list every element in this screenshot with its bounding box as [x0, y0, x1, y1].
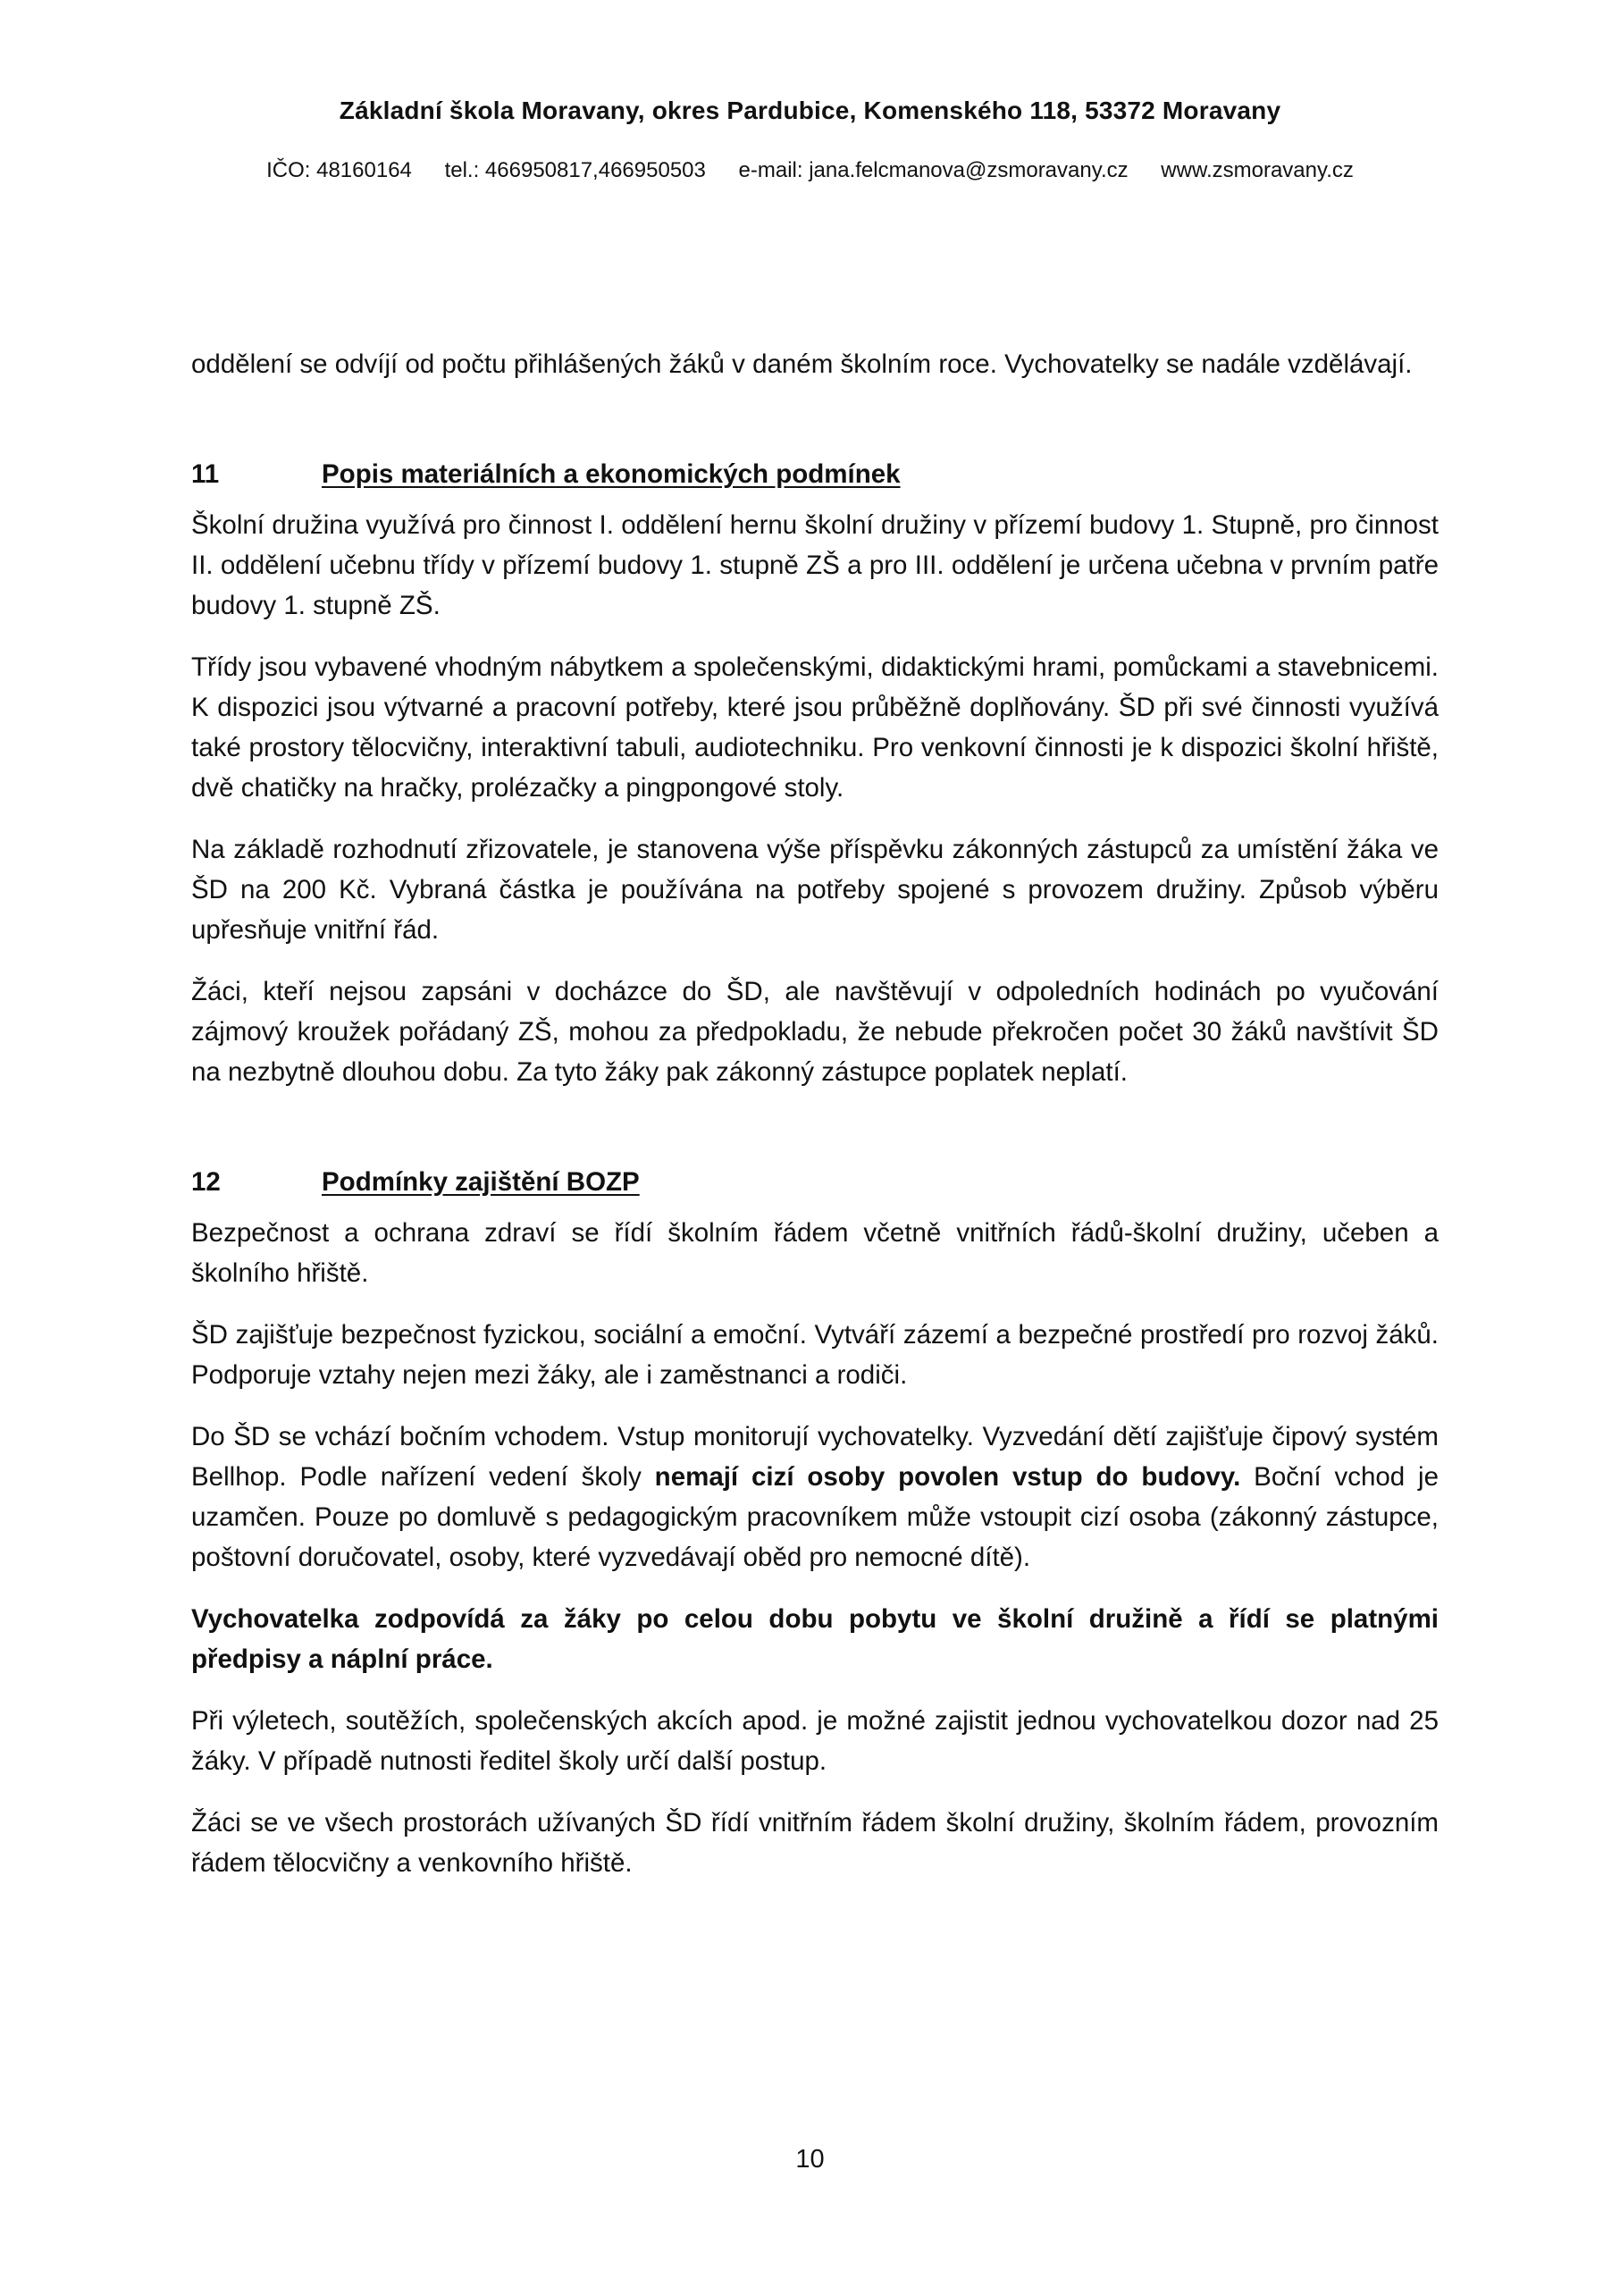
section-12-title: Podmínky zajištění BOZP	[322, 1167, 640, 1197]
section-12-paragraph-4	[191, 1599, 1439, 1679]
school-header-title: Základní škola Moravany, okres Pardubice, Komenského 118, 53372 Moravany	[339, 97, 1281, 124]
header-website: www.zsmoravany.cz	[1161, 158, 1354, 182]
section-11-heading	[191, 454, 1439, 494]
section-12-paragraph-1: Bezpečnost a ochrana zdraví se řídí školním řádem včetně vnitřních řádů-školní družiny, učeben a školního hřiště.	[191, 1218, 1439, 1288]
section-12-paragraph-4-bold: Vychovatelka zodpovídá za žáky po celou dobu pobytu ve školní družině a řídí se platnými předpisy a náplní práce.	[191, 1604, 1439, 1674]
section-12-paragraph-3-end: Boční vchod je uzamčen. Pouze po domluvě s pedagogickým pracovníkem může vstoupit cizí osoba (zákonný zástupce, poštovní doručovatel, osoby, které vyzvedávají oběd pro nemocné dítě).	[191, 1462, 1439, 1572]
section-12-paragraph-5: Při výletech, soutěžích, společenských akcích apod. je možné zajistit jednou vychovatelkou dozor nad 25 žáky. V případě nutnosti ředitel školy určí další postup.	[191, 1706, 1439, 1776]
header-ico: IČO: 48160164	[266, 158, 412, 182]
header-phone: tel.: 466950817,466950503	[444, 158, 706, 182]
section-11-number: 11	[191, 459, 220, 489]
section-12-paragraph-6: Žáci se ve všech prostorách užívaných ŠD řídí vnitřním řádem školní družiny, školním řádem, provozním řádem tělocvičny a venkovního hřiště.	[191, 1808, 1439, 1878]
section-12-number: 12	[191, 1167, 221, 1197]
section-12-paragraph-3	[191, 1417, 1439, 1577]
header-email: e-mail: jana.felcmanova@zsmoravany.cz	[738, 158, 1129, 182]
section-11-paragraph-4: Žáci, kteří nejsou zapsáni v docházce do ŠD, ale navštěvují v odpoledních hodinách po vyučování zájmový kroužek pořádaný ZŠ, mohou za předpokladu, že nebude překročen počet 30 žáků navštívit ŠD na nezbytně dlouhou dobu. Za tyto žáky pak zákonný zástupce poplatek neplatí.	[191, 977, 1439, 1087]
section-11-paragraph-2: Třídy jsou vybavené vhodným nábytkem a společenskými, didaktickými hrami, pomůckami a stavebnicemi. K dispozici jsou výtvarné a pracovní potřeby, které jsou průběžně doplňovány. ŠD při své činnosti využívá také prostory tělocvičny, interaktivní tabuli, audiotechniku. Pro venkovní činnosti je k dispozici školní hřiště, dvě chatičky na hračky, prolézačky a pingpongové stoly.	[191, 652, 1439, 803]
section-11-paragraph-1: Školní družina využívá pro činnost I. oddělení hernu školní družiny v přízemí budovy 1. Stupně, pro činnost II. oddělení učebnu třídy v přízemí budovy 1. stupně ZŠ a pro III. oddělení je určena učebna v prvním patře budovy 1. stupně ZŠ.	[191, 510, 1439, 620]
section-11-paragraph-3: Na základě rozhodnutí zřizovatele, je stanovena výše příspěvku zákonných zástupců za umístění žáka ve ŠD na 200 Kč. Vybraná částka je používána na potřeby spojené s provozem družiny. Způsob výběru upřesňuje vnitřní řád.	[191, 835, 1439, 945]
page-number: 10	[795, 2145, 825, 2174]
section-12-heading	[191, 1162, 1439, 1202]
section-12-paragraph-3-bold: nemají cizí osoby povolen vstup do budovy.	[654, 1462, 1241, 1492]
section-12-paragraph-2: ŠD zajišťuje bezpečnost fyzickou, sociální a emoční. Vytváří zázemí a bezpečné prostředí pro rozvoj žáků. Podporuje vztahy nejen mezi žáky, ale i zaměstnanci a rodiči.	[191, 1320, 1439, 1390]
school-header-contacts	[0, 158, 1620, 183]
intro-paragraph: oddělení se odvíjí od počtu přihlášených žáků v daném školním roce. Vychovatelky se nadále vzdělávají.	[191, 349, 1413, 379]
section-11-title: Popis materiálních a ekonomických podmínek	[322, 459, 901, 489]
document-body	[191, 344, 1439, 1905]
section-12-paragraph-3-start: Do ŠD se vchází bočním vchodem. Vstup monitorují vychovatelky. Vyzvedání dětí zajišťuje čipový systém Bellhop. Podle nařízení vedení školy	[191, 1422, 1439, 1492]
